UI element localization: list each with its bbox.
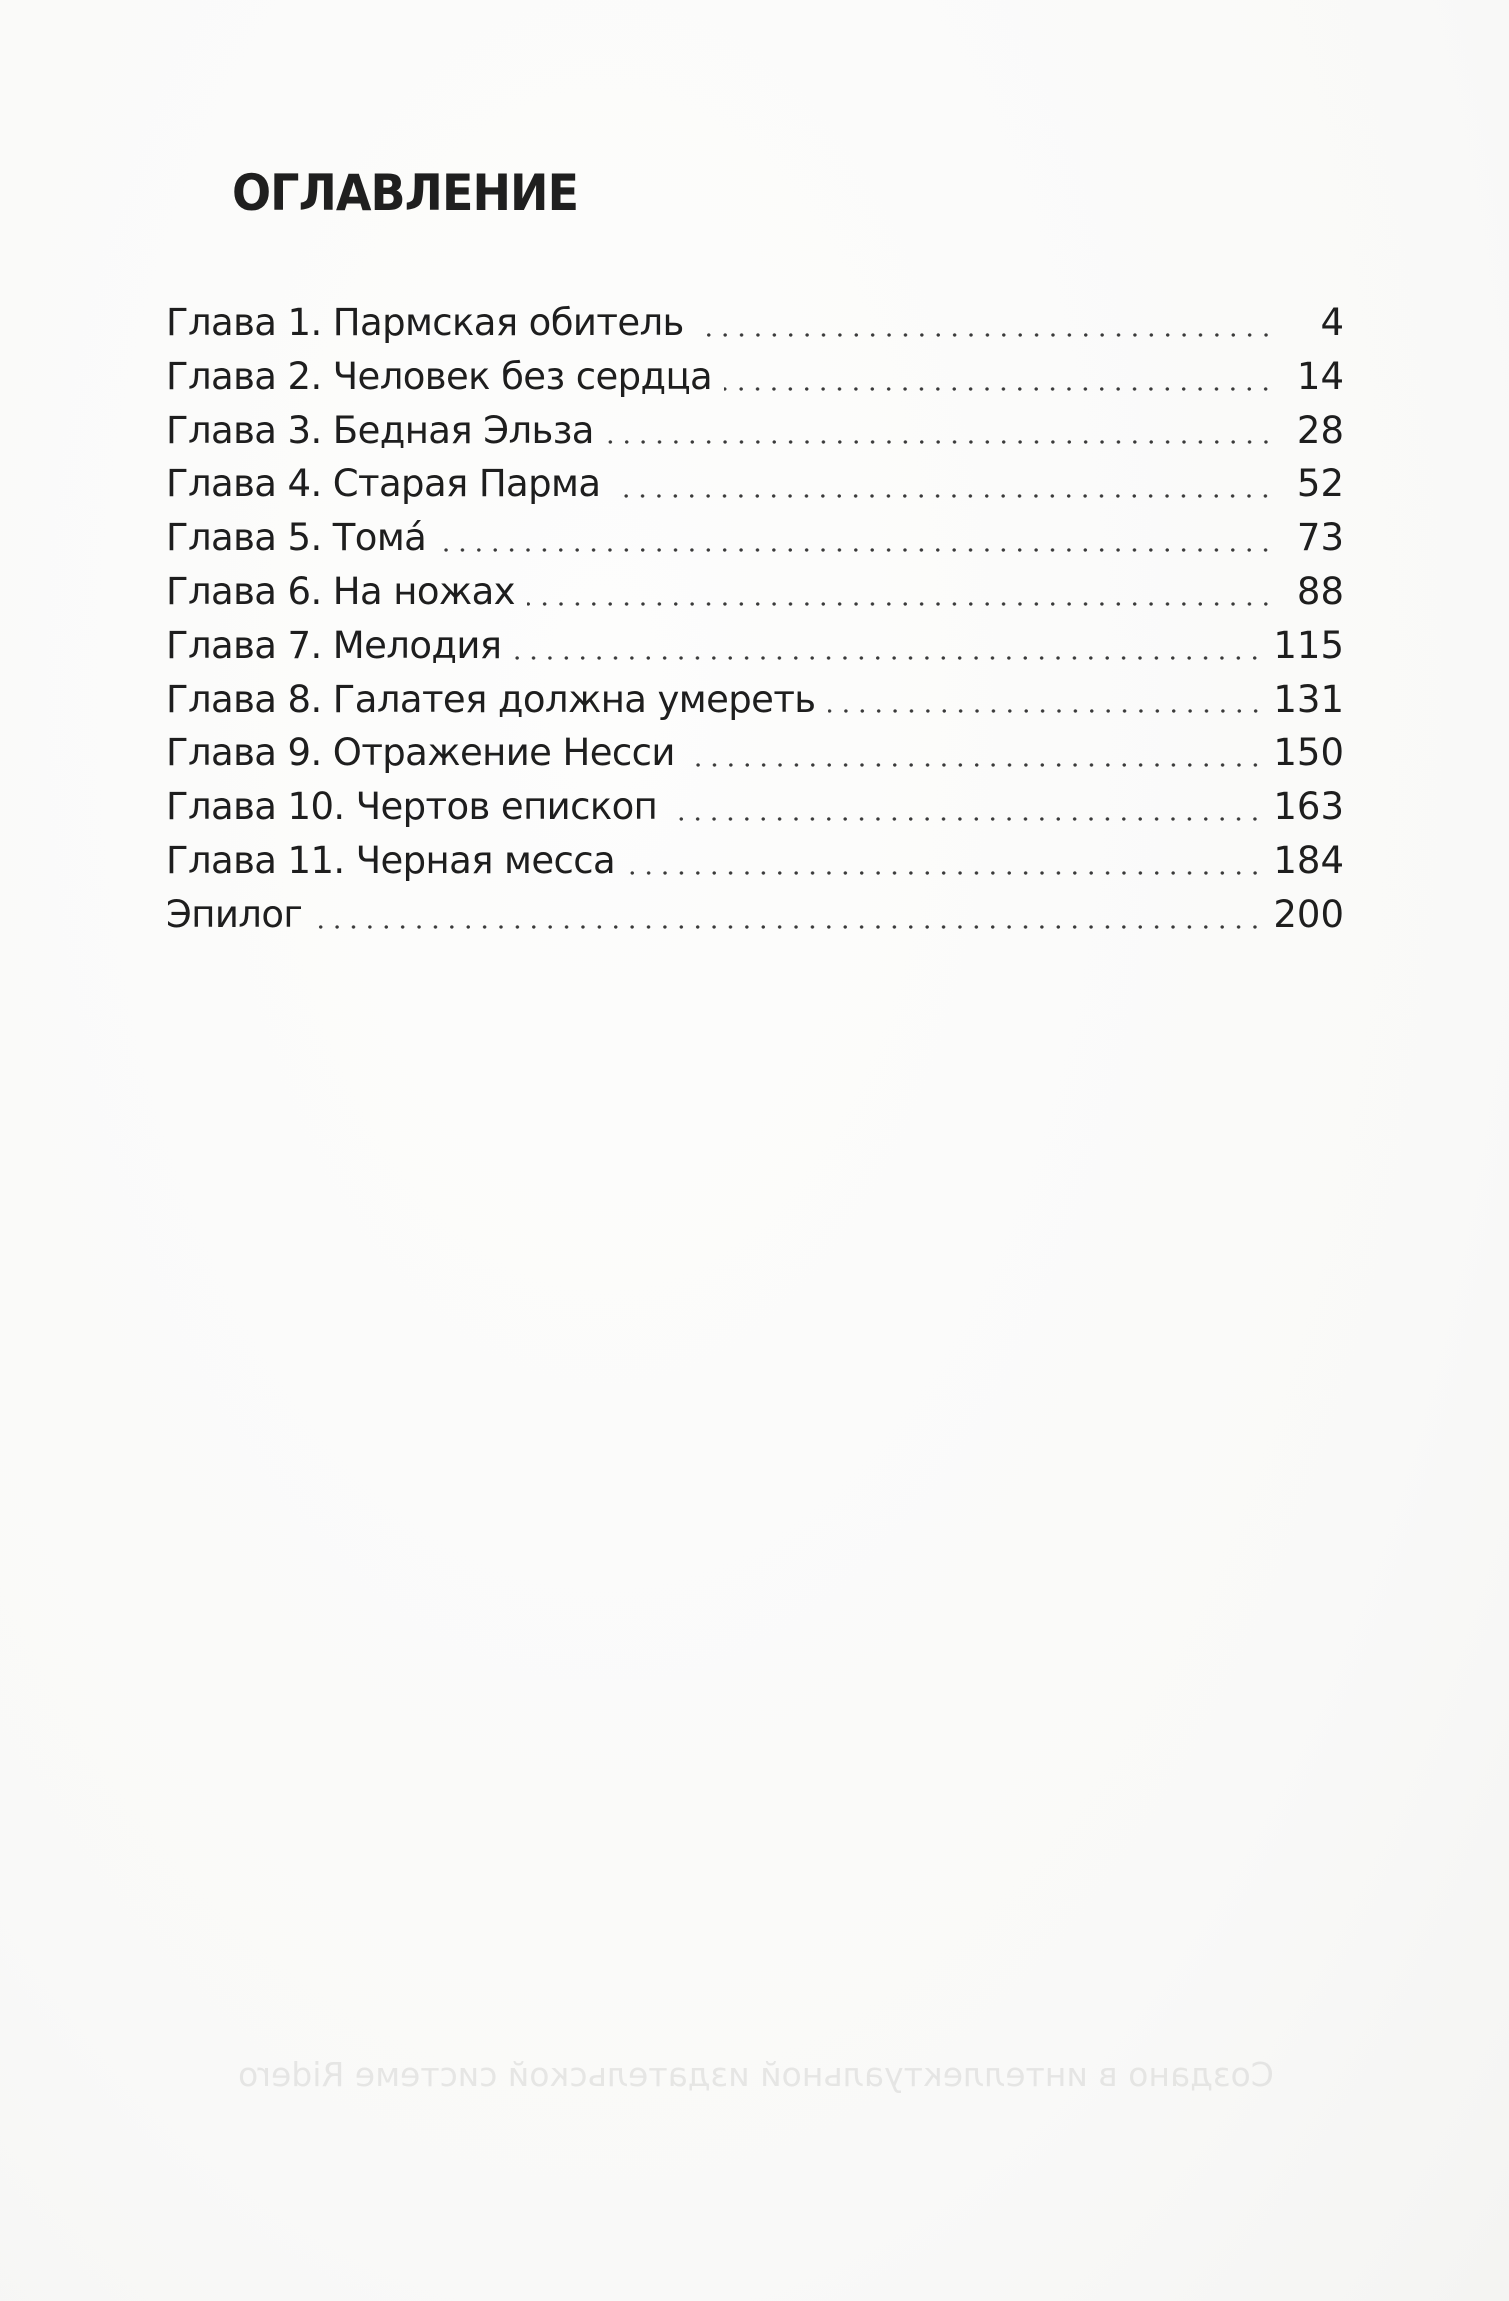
toc-entry[interactable] <box>166 673 1344 727</box>
toc-entry-page: 88 <box>1296 569 1344 613</box>
toc-entry-label: Глава 7. Мелодия <box>166 623 502 667</box>
toc-entry-page: 28 <box>1296 408 1344 452</box>
toc-entry[interactable] <box>166 350 1344 404</box>
toc-entry[interactable] <box>166 457 1344 511</box>
toc-entry-page: 52 <box>1296 462 1344 506</box>
toc-entry-page: 14 <box>1296 354 1344 398</box>
dot-leader <box>687 760 1264 770</box>
dot-leader <box>724 384 1274 394</box>
toc-entry-page: 200 <box>1273 892 1344 936</box>
dot-leader <box>696 330 1274 340</box>
toc-entry-label: Глава 1. Пармская обитель <box>166 301 684 344</box>
dot-leader <box>513 653 1263 663</box>
dot-leader <box>438 545 1274 555</box>
toc-entry-page: 184 <box>1273 838 1344 882</box>
table-of-contents <box>166 296 1344 942</box>
toc-entry[interactable] <box>166 780 1344 834</box>
toc-entry-page: 150 <box>1273 731 1344 775</box>
toc-entry-label: Глава 6. На ножах <box>166 569 515 613</box>
toc-entry-label: Эпилог <box>166 892 303 936</box>
toc-entry-label: Глава 11. Черная месса <box>166 838 616 882</box>
dot-leader <box>828 706 1264 716</box>
dot-leader <box>669 814 1263 824</box>
toc-entry[interactable] <box>166 726 1344 780</box>
toc-entry-label: Глава 5. Томá <box>166 516 427 560</box>
toc-entry-page: 131 <box>1273 677 1344 721</box>
bleed-through-text: Создано в интеллектуальной издательской системе Ridero <box>238 2055 1274 2094</box>
dot-leader <box>314 922 1263 932</box>
dot-leader <box>627 868 1263 878</box>
toc-entry-page: 163 <box>1273 785 1344 829</box>
dot-leader <box>527 599 1274 609</box>
toc-entry[interactable] <box>166 888 1344 942</box>
toc-entry[interactable] <box>166 834 1344 888</box>
toc-entry-label: Глава 8. Галатея должна умереть <box>166 677 816 721</box>
toc-entry-label: Глава 3. Бедная Эльза <box>166 408 594 452</box>
toc-entry-page: 73 <box>1296 516 1344 560</box>
toc-entry-label: Глава 4. Старая Парма <box>166 462 601 506</box>
toc-entry[interactable] <box>166 511 1344 565</box>
toc-entry-page: 115 <box>1273 623 1344 667</box>
toc-entry-label: Глава 9. Отражение Несси <box>166 731 675 775</box>
toc-entry[interactable] <box>166 296 1344 350</box>
page-title: ОГЛАВЛЕНИЕ <box>232 164 579 222</box>
dot-leader <box>612 491 1274 501</box>
toc-entry[interactable] <box>166 404 1344 458</box>
toc-entry-page: 4 <box>1320 301 1344 344</box>
toc-entry[interactable] <box>166 619 1344 673</box>
toc-entry[interactable] <box>166 565 1344 619</box>
dot-leader <box>606 437 1274 447</box>
toc-entry-label: Глава 10. Чертов епископ <box>166 785 658 829</box>
toc-entry-label: Глава 2. Человек без сердца <box>166 354 713 398</box>
